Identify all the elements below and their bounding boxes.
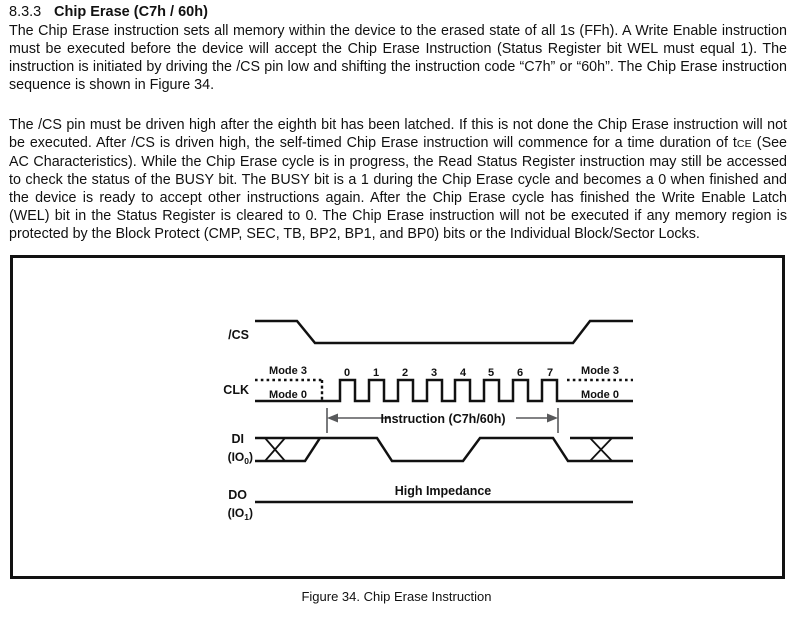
di-io0-label: $(IO_0)$: [227, 450, 253, 466]
section-number: 8.3.3: [9, 4, 42, 20]
do-signal-label: DO: [228, 488, 247, 502]
section-heading: [9, 4, 787, 20]
clk-bit-number: 6: [516, 367, 524, 379]
paragraph-2-text: The /CS pin must be driven high after the eighth bit has been latched. If this is not done the Chip Erase instruction will not be executed. After /CS is driven high, the self-timed Chip Erase instruction will commence for a time duration of t: [9, 117, 787, 151]
cs-signal-label: /CS: [228, 328, 249, 342]
paragraph-2: [9, 116, 787, 243]
figure-caption: Figure 34. Chip Erase Instruction: [301, 589, 492, 604]
cs-signal: [228, 321, 633, 343]
di-signal: [228, 432, 633, 466]
clk-bit-number: 0: [343, 367, 351, 379]
do-signal: [228, 484, 633, 522]
right-arrowhead-icon: [547, 414, 558, 423]
tce-symbol: CE: [736, 138, 752, 150]
instruction-label: Instruction (C7h/60h): [380, 412, 506, 426]
clk-bit-number: 3: [430, 367, 438, 379]
do-io1-label: $(IO_1)$: [227, 506, 253, 522]
paragraph-2-text-cont: (See AC Characteristics). While the Chip Erase cycle is in progress, the Read Status Register instruction may still be accessed to check the status of the BUSY bit. The BUSY bit is a 1 during the Chip Erase cycle and becomes a 0 when finished and the device is ready to accept other instructions again. After the Chip Erase cycle has finished the Write Enable Latch (WEL) bit in the Status Register is cleared to 0. The Chip Erase instruction will not be executed if any memory region is protected by the Block Protect (CMP, SEC, TB, BP2, BP1, and BP0) bits or the Individual Block/Sector Locks.: [9, 135, 788, 242]
left-arrowhead-icon: [327, 414, 338, 423]
clk-bit-number: 1: [372, 367, 380, 379]
cs-waveform: [255, 321, 633, 343]
chip-erase-timing-svg: [13, 258, 782, 576]
section-title: Chip Erase (C7h / 60h): [54, 4, 208, 20]
paragraph-1: The Chip Erase instruction sets all memory within the device to the erased state of all 1s (FFh). A Write Enable instruction must be executed before the device will accept the Chip Erase Instruction (Status Register bit WEL must equal 1). The instruction is initiated by driving the /CS pin low and shifting the instruction code “C7h” or “60h”. The Chip Erase instruction sequence is shown in Figure 34.: [9, 23, 787, 93]
mode0-right-label: Mode 0: [581, 389, 619, 401]
clk-bit-number: 4: [459, 367, 467, 379]
di-waveform: [255, 438, 633, 461]
mode3-right-label: Mode 3: [581, 365, 619, 377]
mode3-left-label: Mode 3: [269, 365, 307, 377]
instruction-span-annotation: [327, 408, 558, 433]
clk-bit-number: 7: [546, 367, 554, 379]
di-signal-label: DI: [231, 432, 244, 446]
high-impedance-label: High Impedance: [394, 484, 492, 498]
clk-bit-number: 5: [487, 367, 495, 379]
clk-waveform: [255, 380, 633, 401]
clk-bit-number: 2: [401, 367, 409, 379]
figure-34-timing-diagram: [10, 255, 785, 579]
clk-signal: [223, 365, 633, 402]
clk-signal-label: CLK: [223, 383, 249, 397]
mode0-left-label: Mode 0: [269, 389, 307, 401]
